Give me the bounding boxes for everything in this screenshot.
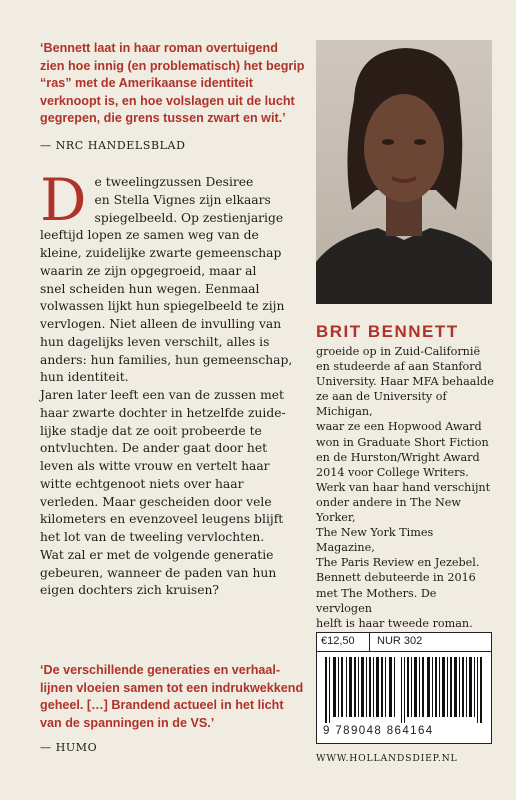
- nur-code: NUR 302: [377, 635, 423, 647]
- barcode-box: [316, 632, 492, 744]
- top-review-source: — NRC HANDELSBLAD: [40, 139, 186, 152]
- blurb-text: e tweelingzussen Desiree en Stella Vignes zijn elkaars spiegelbeeld. Op zestienjarige leeftijd lopen ze samen weg van de kleine, zuidelijke zwarte gemeenschap waarin ze zijn opgegroeid, maar al snel scheiden hun wegen. Eenmaal volwassen lijkt hun spiegelbeeld te zijn vervlogen. Niet alleen de invulling van hun dagelijks leven verschilt, alles is anders: hun families, hun gemeenschap, hun identiteit. Jaren later leeft een van de zussen met haar zwarte dochter in hetzelfde zuide- lijke stadje dat ze ooit probeerde te ontvluchten. De ander gaat door het leven als witte vrouw en vertelt haar witte echtgenoot niets over haar verleden. Maar gescheiden door vele kilometers en evenzoveel leugens blijft het lot van de tweeling vervlochten. Wat zal er met de volgende generatie gebeuren, wanneer de paden van hun eigen dochters zich kruisen?: [40, 175, 293, 598]
- top-review-quote: ‘Bennett laat in haar roman overtuigend zien hoe innig (en problematisch) het begrip “ras” met de Amerikaanse identiteit verknoopt is, en hoe volslagen uit de lucht gegrepen, die grens tussen zwart en wit.’: [40, 41, 305, 126]
- bottom-review-quote: ‘De verschillende generaties en verhaal- lijnen vloeien samen tot een indrukwekkend geheel. […] Brandend actueel in het licht van de spanningen in de VS.’: [40, 663, 304, 730]
- blurb: [40, 166, 302, 600]
- price-row: [317, 633, 491, 652]
- author-bio: groeide op in Zuid-Californië en studeerde af aan Stanford University. Haar MFA behaalde ze aan de University of Michigan, waar ze een Hopwood Award won in Graduate Short Fiction en de Hurston/Wright Award 2014 voor College Writers. Werk van haar hand verschijnt onder andere in The New Yorker, The New York Times Magazine, The Paris Review en Jezebel. Bennett debuteerde in 2016 met The Mothers. De vervlogen helft is haar tweede roman.: [316, 345, 494, 630]
- isbn-number: 9 789048 864164: [323, 725, 434, 737]
- author-photo: [316, 40, 492, 304]
- publisher-website: WWW.HOLLANDSDIEP.NL: [316, 753, 458, 764]
- barcode-icon: [325, 657, 483, 723]
- dropcap-letter: D: [40, 166, 87, 234]
- price-divider: [369, 633, 370, 651]
- price: €12,50: [321, 635, 355, 647]
- bottom-review-source: — HUMO: [40, 741, 98, 754]
- author-name: BRIT BENNETT: [316, 322, 459, 341]
